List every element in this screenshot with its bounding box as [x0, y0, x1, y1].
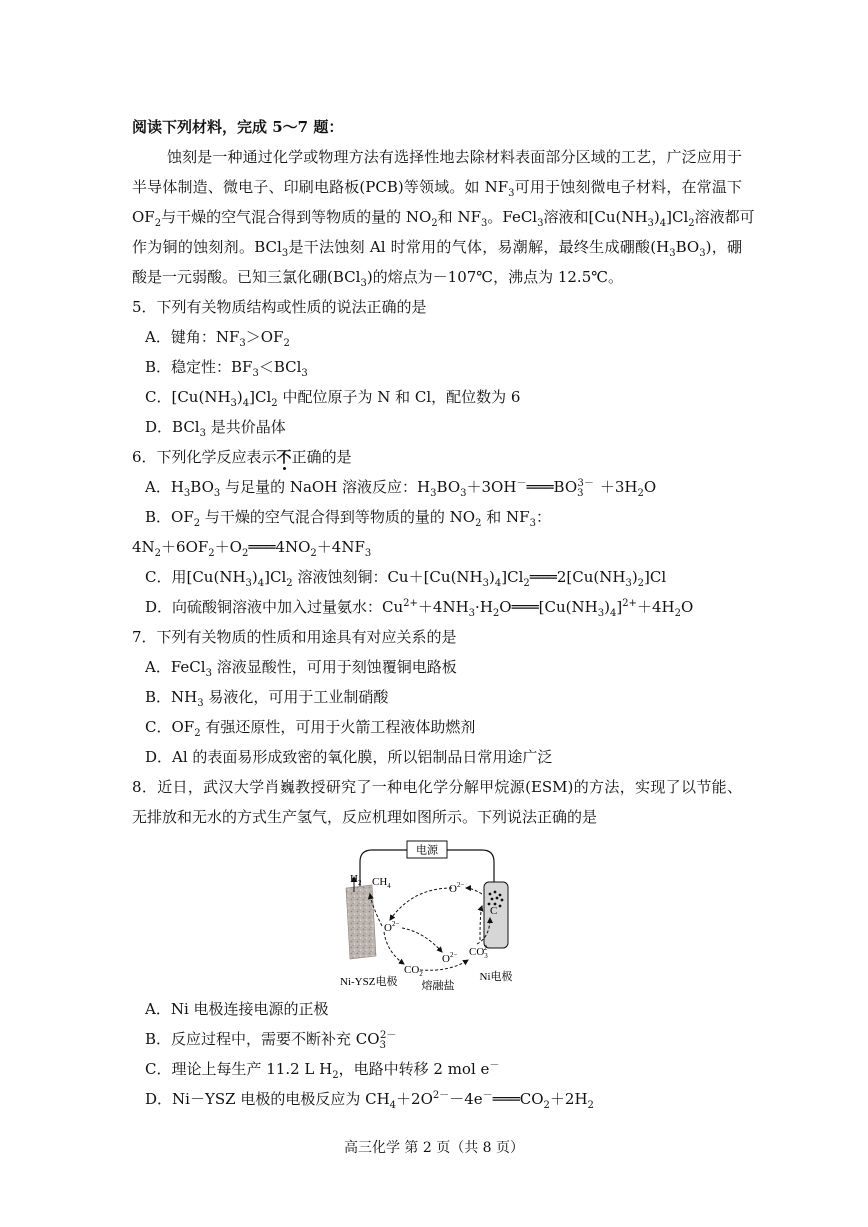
o2-ion-bottom: $O^{2-}$ [442, 951, 458, 965]
right-electrode-label: Ni电极 [479, 971, 513, 983]
emphasis-not: 不 [277, 442, 292, 472]
question-8-stem-2: 无排放和无水的方式生产氢气，反应机理如图所示。下列说法正确的是 [132, 808, 598, 826]
passage-line-5: 酸是一元弱酸。已知三氯化硼(BCl$_3$)的熔点为－107℃，沸点为 12.5℃。 [132, 268, 624, 289]
carbon-label: C [490, 905, 498, 917]
question-8-option-c: C．理论上每生产 11.2 L $H_2$，电路中转移 2 mol e－ [145, 1060, 500, 1081]
question-5-option-d: D．BCl$_3$ 是共价晶体 [145, 418, 286, 439]
question-7-option-c: C．$OF_2$ 有强还原性，可用于火箭工程液体助燃剂 [145, 718, 476, 739]
question-7-option-d: D．Al 的表面易形成致密的氧化膜，所以铝制品日常用途广泛 [145, 748, 553, 766]
question-7 [132, 622, 742, 772]
question-5 [132, 292, 742, 442]
passage-line-1: 蚀刻是一种通过化学或物理方法有选择性地去除材料表面部分区域的工艺，广泛应用于 [167, 148, 742, 166]
ch4-label: $CH_4$ [372, 876, 391, 890]
question-7-stem: 7．下列有关物质的性质和用途具有对应关系的是 [132, 628, 457, 646]
question-5-option-c: C．$[Cu(NH_3)_4]Cl_2$ 中配位原子为 N 和 Cl，配位数为 6 [145, 388, 521, 409]
co3-ion: $CO_32-$ [469, 944, 492, 960]
molten-salt-label: 熔融盐 [421, 980, 455, 992]
h2-label: $H_2$ [350, 873, 362, 887]
question-6-option-b-equation: $4N_2+6OF_2+O_2═══4NO_2+4NF_3$ [132, 538, 372, 559]
question-6-option-a: A．$H_3BO_3$ 与足量的 NaOH 溶液反应：$H_3BO_3+3OH^-═══BO_3^{3-} +3H_2O$ [145, 478, 657, 499]
question-7-option-b: B．$NH_3$ 易液化，可用于工业制硝酸 [145, 688, 389, 709]
question-8-option-a: A．Ni 电极连接电源的正极 [145, 1000, 329, 1018]
question-6-option-b: B．$OF_2$ 与干燥的空气混合得到等物质的量的 $NO_2$ 和 $NF_3$： [145, 508, 551, 529]
left-electrode-label: Ni-YSZ电极 [340, 976, 398, 988]
question-5-option-b: B．稳定性：$BF_3<BCl_3$ [145, 358, 308, 379]
question-6-option-d: D．向硫酸铜溶液中加入过量氨水：$Cu^{2+}+4NH_3\cdot H_2O═══[Cu(NH_3)_4]^{2+}+4H_2O$ [145, 598, 694, 619]
question-6-stem: 6．下列化学反应表示不正确的是 [132, 442, 742, 472]
question-5-stem: 5．下列有关物质结构或性质的说法正确的是 [132, 298, 427, 316]
content [132, 112, 755, 1114]
question-8 [132, 772, 742, 1114]
wire-right [447, 850, 494, 882]
o2-ion-left: $O^{2-}$ [384, 920, 400, 934]
mechanism-diagram [332, 832, 552, 992]
ni-ysz-electrode [346, 885, 376, 959]
question-7-option-a: A．FeCl$_3$ 溶液显酸性，可用于刻蚀覆铜电路板 [145, 658, 457, 679]
question-8-option-b: B．反应过程中，需要不断补充 $CO_3^{2-}$ [145, 1030, 397, 1051]
question-6 [132, 442, 742, 622]
passage-line-4: 作为铜的蚀刻剂。BCl$_3$是干法蚀刻 Al 时常用的气体，易潮解，最终生成硼酸$(H_3BO_3)$，硼 [132, 238, 743, 259]
question-6-option-c: C．用$[Cu(NH_3)_4]Cl_2$ 溶液蚀刻铜：$Cu+[Cu(NH_3)_4]Cl_2═══2[Cu(NH_3)_2]Cl$ [145, 568, 667, 589]
reading-heading: 阅读下列材料，完成 5～7 题： [132, 118, 344, 136]
question-8-stem-1: 8．近日，武汉大学肖巍教授研究了一种电化学分解甲烷源(ESM)的方法，实现了以节能、 [132, 778, 742, 796]
page-footer: 高三化学 第 2 页（共 8 页） [343, 1140, 525, 1156]
question-5-option-a: A．键角：$NF_3>OF_2$ [145, 328, 290, 349]
o2-ion-top: $O^{2-}$ [449, 881, 465, 895]
co2-label: $CO_2$ [404, 964, 423, 978]
power-supply-label: 电源 [416, 844, 438, 857]
passage-line-3: $OF_2$与干燥的空气混合得到等物质的量的 $NO_2$和 $NF_3$。FeCl$_3$溶液和$[Cu(NH_3)_4]Cl_2$溶液都可 [132, 208, 755, 229]
question-8-option-d: D．Ni－YSZ 电极的电极反应为 $CH_4+2O^{2-}-4e^-═══CO_2+2H_2$ [145, 1090, 594, 1111]
mechanism-figure [132, 832, 742, 994]
passage-line-2: 半导体制造、微电子、印刷电路板(PCB)等领域。如 $NF_3$可用于蚀刻微电子材料，在常温下 [132, 178, 742, 199]
reading-passage [132, 142, 755, 292]
